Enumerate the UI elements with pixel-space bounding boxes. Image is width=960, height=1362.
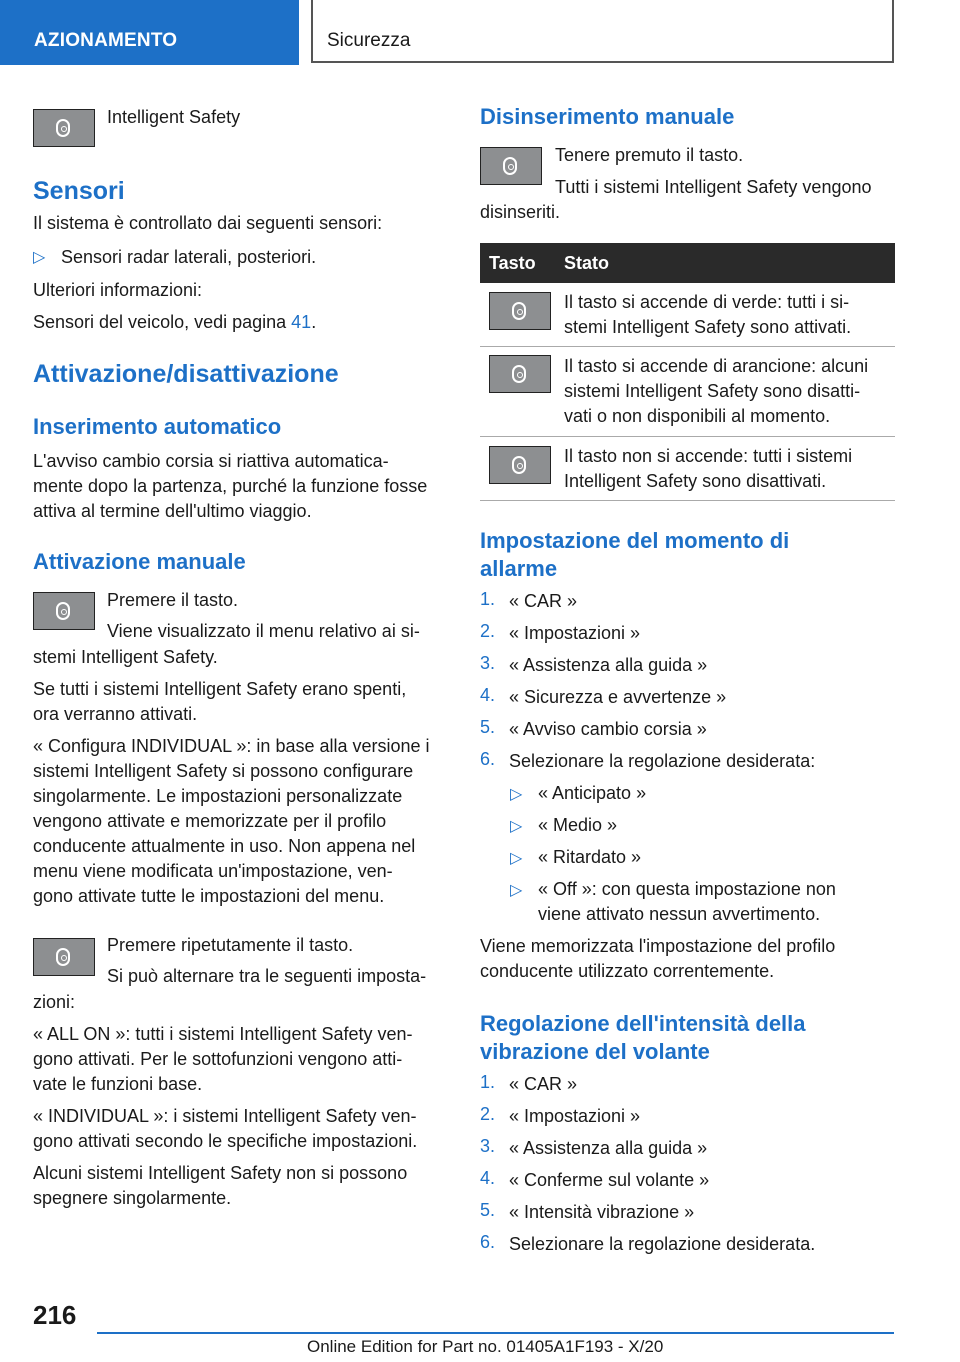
vibr-step-2: « Impostazioni » — [509, 1106, 641, 1126]
manual-alt-2: zioni: — [33, 992, 76, 1012]
manual-para2-5: conducente attualmente in uso. Non appena nel — [33, 836, 416, 856]
alarm-note-2: conducente utilizzato correntemente. — [480, 961, 775, 981]
off-button-image — [489, 446, 551, 484]
manual-para2-7: gono attivate tutte le impostazioni del menu. — [33, 886, 385, 906]
step-number: 1. — [480, 589, 496, 609]
sensori-heading: Sensori — [33, 177, 125, 205]
row2-line3: vati o non disponibili al momento. — [564, 406, 831, 426]
table-divider — [480, 500, 895, 501]
manual-para4-2: gono attivati secondo le specifiche impostazioni. — [33, 1131, 418, 1151]
attivazione-heading: Attivazione/disattivazione — [33, 360, 339, 388]
manual-para3-1: « ALL ON »: tutti i sistemi Intelligent Safety ven- — [33, 1024, 413, 1044]
dis-all-1: Tutti i sistemi Intelligent Safety vengono — [555, 177, 872, 197]
safety-icon — [56, 119, 70, 137]
status-table-header — [480, 243, 895, 283]
dis-all-2: disinseriti. — [480, 202, 561, 222]
manual-para2-1: « Configura INDIVIDUAL »: in base alla versione i — [33, 736, 430, 756]
col-tasto: Tasto — [489, 253, 536, 273]
sensori-bullet: Sensori radar laterali, posteriori. — [61, 247, 317, 267]
vibr-step-6: Selezionare la regolazione desiderata. — [509, 1234, 816, 1254]
orange-button-image — [489, 355, 551, 393]
manual-para5-1: Alcuni sistemi Intelligent Safety non si possono — [33, 1163, 408, 1183]
bullet-icon: ▷ — [510, 850, 523, 867]
row2-line1: Il tasto si accende di arancione: alcuni — [564, 356, 869, 376]
intelligent-safety-button-image — [480, 147, 542, 185]
step-number: 3. — [480, 653, 496, 673]
step-number: 3. — [480, 1136, 496, 1156]
alarm-step-1: « CAR » — [509, 591, 578, 611]
step-number: 5. — [480, 1200, 496, 1220]
row1-line1: Il tasto si accende di verde: tutti i si- — [564, 292, 850, 312]
sensori-text: Il sistema è controllato dai seguenti sensori: — [33, 213, 383, 233]
table-divider — [480, 346, 895, 347]
dis-heading: Disinserimento manuale — [480, 104, 735, 129]
chapter-title: AZIONAMENTO — [34, 30, 178, 51]
auto-line-2: mente dopo la partenza, purché la funzione fosse — [33, 476, 428, 496]
section-title: Sicurezza — [327, 30, 411, 51]
bullet-icon: ▷ — [510, 786, 523, 803]
intelligent-safety-button-image — [33, 592, 95, 630]
safety-icon — [503, 157, 517, 175]
intro-label: Intelligent Safety — [107, 107, 241, 127]
step-number: 2. — [480, 1104, 496, 1124]
edition-text: Online Edition for Part no. 01405A1F193 - X/20 — [307, 1337, 664, 1356]
row2-line2: sistemi Intelligent Safety sono disatti- — [564, 381, 861, 401]
vibr-step-3: « Assistenza alla guida » — [509, 1138, 708, 1158]
safety-icon — [56, 948, 70, 966]
manual-shown-2: stemi Intelligent Safety. — [33, 647, 218, 667]
alarm-step-3: « Assistenza alla guida » — [509, 655, 708, 675]
manual-para2-3: singolarmente. Le impostazioni personalizzate — [33, 786, 403, 806]
page-number: 216 — [33, 1300, 77, 1330]
row3-line1: Il tasto non si accende: tutti i sistemi — [564, 446, 853, 466]
manual-para2-4: vengono attivate e memorizzate per il profilo — [33, 811, 387, 831]
manual-heading: Attivazione manuale — [33, 549, 246, 574]
manual-alt-1: Si può alternare tra le seguenti imposta- — [107, 966, 427, 986]
alarm-option-1: « Anticipato » — [538, 783, 647, 803]
green-button-image — [489, 292, 551, 330]
auto-line-1: L'avviso cambio corsia si riattiva automatica- — [33, 451, 389, 471]
step-number: 4. — [480, 1168, 496, 1188]
dis-hold: Tenere premuto il tasto. — [555, 145, 744, 165]
safety-icon — [512, 456, 526, 474]
row1-line2: stemi Intelligent Safety sono attivati. — [564, 317, 852, 337]
auto-heading: Inserimento automatico — [33, 414, 282, 439]
bullet-icon: ▷ — [510, 818, 523, 835]
alarm-heading-2: allarme — [480, 556, 558, 581]
manual-para3-3: vate le funzioni base. — [33, 1074, 203, 1094]
manual-para3-2: gono attivati. Per le sottofunzioni vengono atti- — [33, 1049, 403, 1069]
step-number: 1. — [480, 1072, 496, 1092]
step-number: 6. — [480, 1232, 496, 1252]
bullet-icon: ▷ — [33, 249, 46, 266]
chapter-tab — [0, 0, 299, 65]
step-number: 2. — [480, 621, 496, 641]
vibr-heading-2: vibrazione del volante — [480, 1039, 710, 1064]
page-link[interactable]: 41 — [291, 312, 312, 332]
manual-para4-1: « INDIVIDUAL »: i sistemi Intelligent Safety ven- — [33, 1106, 417, 1126]
alarm-step-4: « Sicurezza e avvertenze » — [509, 687, 727, 707]
vibr-step-5: « Intensità vibrazione » — [509, 1202, 695, 1222]
vibr-step-4: « Conferme sul volante » — [509, 1170, 710, 1190]
safety-icon — [56, 602, 70, 620]
step-number: 4. — [480, 685, 496, 705]
manual-para2-2: sistemi Intelligent Safety si possono configurare — [33, 761, 414, 781]
vibr-heading-1: Regolazione dell'intensità della — [480, 1011, 806, 1036]
safety-icon — [512, 365, 526, 383]
alarm-step-2: « Impostazioni » — [509, 623, 641, 643]
step-number: 5. — [480, 717, 496, 737]
manual-press-repeat: Premere ripetutamente il tasto. — [107, 935, 354, 955]
vibr-step-1: « CAR » — [509, 1074, 578, 1094]
col-stato: Stato — [564, 253, 609, 273]
alarm-heading-1: Impostazione del momento di — [480, 528, 790, 553]
table-divider — [480, 436, 895, 437]
step-number: 6. — [480, 749, 496, 769]
alarm-option-2: « Medio » — [538, 815, 618, 835]
intelligent-safety-button-image — [33, 109, 95, 147]
manual-press: Premere il tasto. — [107, 590, 239, 610]
alarm-option-4-cont: viene attivato nessun avvertimento. — [538, 904, 821, 924]
alarm-note-1: Viene memorizzata l'impostazione del profilo — [480, 936, 836, 956]
alarm-option-4: « Off »: con questa impostazione non — [538, 879, 836, 899]
alarm-step-5: « Avviso cambio corsia » — [509, 719, 707, 739]
footer-rule — [97, 1332, 894, 1334]
manual-para1-1: Se tutti i sistemi Intelligent Safety erano spenti, — [33, 679, 407, 699]
alarm-option-3: « Ritardato » — [538, 847, 642, 867]
section-tab — [311, 0, 894, 63]
manual-para1-2: ora verranno attivati. — [33, 704, 198, 724]
auto-line-3: attiva al termine dell'ultimo viaggio. — [33, 501, 312, 521]
intelligent-safety-button-image — [33, 938, 95, 976]
manual-shown-1: Viene visualizzato il menu relativo ai si- — [107, 621, 420, 641]
row3-line2: Intelligent Safety sono disattivati. — [564, 471, 827, 491]
alarm-step-6: Selezionare la regolazione desiderata: — [509, 751, 816, 771]
sensori-ref: Sensori del veicolo, vedi pagina 41. — [33, 312, 317, 332]
safety-icon — [512, 302, 526, 320]
manual-para5-2: spegnere singolarmente. — [33, 1188, 232, 1208]
sensori-more: Ulteriori informazioni: — [33, 280, 203, 300]
bullet-icon: ▷ — [510, 882, 523, 899]
manual-para2-6: menu viene modificata un'impostazione, ven- — [33, 861, 393, 881]
